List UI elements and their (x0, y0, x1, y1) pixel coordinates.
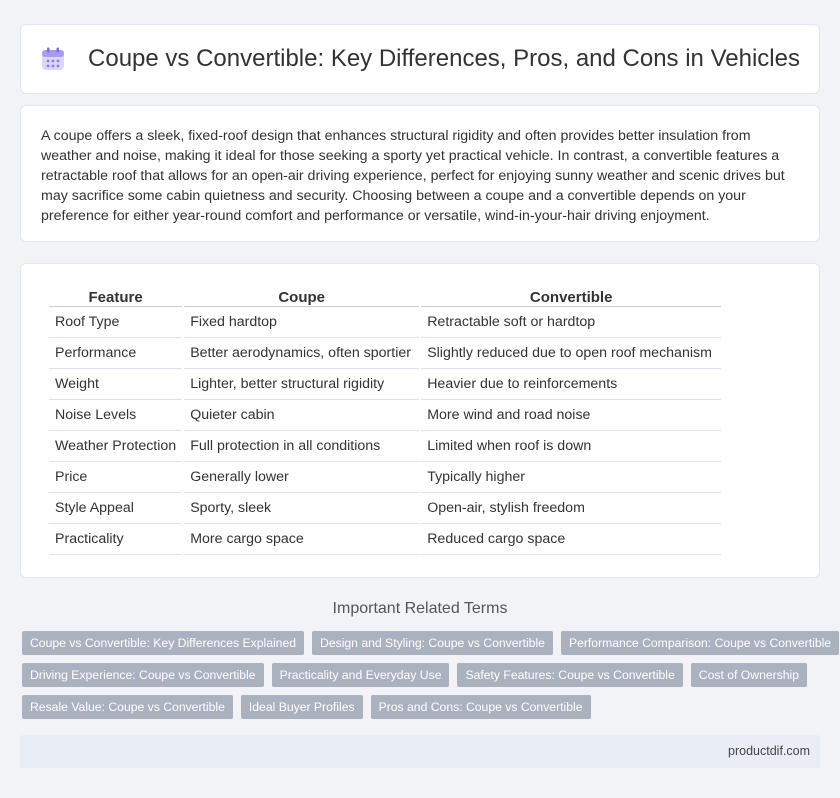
coupe-cell: Quieter cabin (184, 400, 419, 431)
comparison-card (20, 263, 820, 578)
related-term-tag[interactable]: Ideal Buyer Profiles (241, 695, 363, 719)
related-term-tag[interactable]: Safety Features: Coupe vs Convertible (457, 663, 682, 687)
table-row (49, 369, 721, 400)
feature-cell: Weather Protection (49, 431, 182, 462)
convertible-cell: Heavier due to reinforcements (421, 369, 721, 400)
coupe-cell: Full protection in all conditions (184, 431, 419, 462)
convertible-cell: Open-air, stylish freedom (421, 493, 721, 524)
table-row (49, 338, 721, 369)
intro-paragraph: A coupe offers a sleek, fixed-roof design that enhances structural rigidity and often provides better insulation from weather and noise, making it ideal for those seeking a sporty yet practical vehicle. In contrast, a convertible features a retractable roof that allows for an open-air driving experience, perfect for enjoying sunny weather and scenic drives but may sacrifice some cabin quietness and security. Choosing between a coupe and a convertible depends on your preference for either year-round comfort and performance or versatile, wind-in-your-hair driving enjoyment. (41, 128, 785, 224)
table-row (49, 493, 721, 524)
feature-cell: Roof Type (49, 307, 182, 338)
coupe-cell: Better aerodynamics, often sportier (184, 338, 419, 369)
feature-cell: Performance (49, 338, 182, 369)
header-convertible: Convertible (421, 286, 721, 307)
related-term-tag[interactable]: Driving Experience: Coupe vs Convertible (22, 663, 264, 687)
calendar-icon (40, 46, 66, 72)
convertible-cell: Slightly reduced due to open roof mechanism (421, 338, 721, 369)
table-row (49, 462, 721, 493)
table-row (49, 524, 721, 555)
header-card (20, 24, 820, 94)
table-row (49, 307, 721, 338)
convertible-cell: Limited when roof is down (421, 431, 721, 462)
related-term-tag[interactable]: Pros and Cons: Coupe vs Convertible (371, 695, 591, 719)
coupe-cell: Sporty, sleek (184, 493, 419, 524)
footer-bar (20, 735, 820, 768)
related-terms-title: Important Related Terms (332, 600, 508, 617)
tag-row (22, 663, 822, 687)
feature-cell: Practicality (49, 524, 182, 555)
convertible-cell: Reduced cargo space (421, 524, 721, 555)
convertible-cell: Retractable soft or hardtop (421, 307, 721, 338)
coupe-cell: Fixed hardtop (184, 307, 419, 338)
coupe-cell: More cargo space (184, 524, 419, 555)
footer-site-link[interactable]: productdif.com (728, 744, 810, 758)
related-term-tag[interactable]: Practicality and Everyday Use (272, 663, 450, 687)
header-coupe: Coupe (184, 286, 419, 307)
coupe-cell: Generally lower (184, 462, 419, 493)
table-row (49, 431, 721, 462)
tag-row (22, 695, 822, 719)
table-header-row (49, 286, 721, 307)
page-title: Coupe vs Convertible: Key Differences, Pros, and Cons in Vehicles (88, 45, 800, 72)
related-term-tag[interactable]: Cost of Ownership (691, 663, 807, 687)
related-term-tag[interactable]: Design and Styling: Coupe vs Convertible (312, 631, 553, 655)
feature-cell: Price (49, 462, 182, 493)
comparison-table (47, 286, 723, 555)
related-term-tag[interactable]: Coupe vs Convertible: Key Differences Explained (22, 631, 304, 655)
convertible-cell: More wind and road noise (421, 400, 721, 431)
intro-card (20, 105, 820, 242)
related-terms-tags (22, 631, 832, 727)
header-feature: Feature (49, 286, 182, 307)
related-term-tag[interactable]: Performance Comparison: Coupe vs Convertible (561, 631, 839, 655)
feature-cell: Noise Levels (49, 400, 182, 431)
related-term-tag[interactable]: Resale Value: Coupe vs Convertible (22, 695, 233, 719)
feature-cell: Weight (49, 369, 182, 400)
feature-cell: Style Appeal (49, 493, 182, 524)
tag-row (22, 631, 832, 655)
coupe-cell: Lighter, better structural rigidity (184, 369, 419, 400)
table-row (49, 400, 721, 431)
convertible-cell: Typically higher (421, 462, 721, 493)
